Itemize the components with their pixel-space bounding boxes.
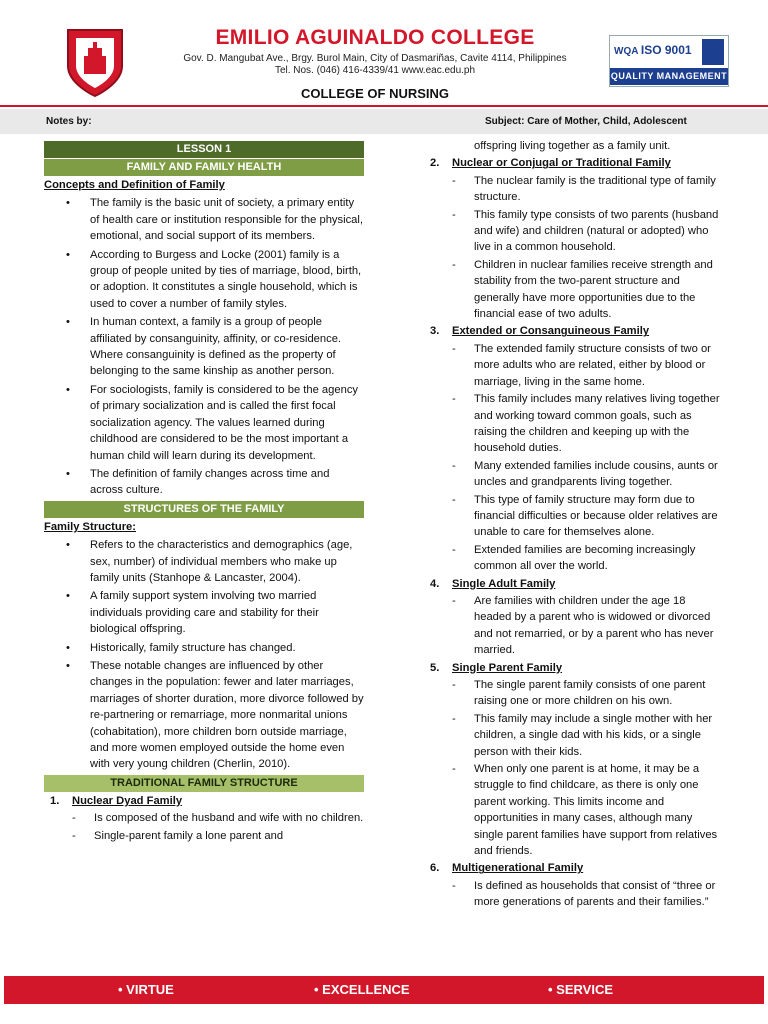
list-item: - Extended families are becoming increasingly common all over the world. — [474, 542, 724, 575]
list-item: • These notable changes are influenced by other changes in the population: fewer and later marriages, marriages of shorter duration, more divorce followed by re-partnering or remarriage, more nonmarital unions (cohabitation), more children born outside marriage, and more women employed outside the home even with very young children (Cherlin, 2010). — [90, 658, 364, 773]
college-seal-icon — [62, 26, 128, 100]
right-column — [424, 138, 724, 912]
section-list — [424, 173, 724, 323]
list-item: - The extended family structure consists of two or more adults who are related, either by blood or marriage, living in the same home. — [474, 341, 724, 390]
college-address-block — [150, 53, 600, 77]
section-number: 6. — [430, 862, 440, 875]
footer-value-excellence: • EXCELLENCE — [314, 982, 410, 997]
section-title: Nuclear Dyad Family — [72, 794, 183, 807]
section-list — [424, 878, 724, 911]
list-item: • The definition of family changes across time and across culture. — [90, 466, 364, 499]
section-title: Multigenerational Family — [452, 862, 584, 875]
lesson-title-bar: FAMILY AND FAMILY HEALTH — [44, 159, 364, 176]
section-heading — [50, 793, 364, 809]
list-item: • For sociologists, family is considered to be the agency of primary socialization and is called the first focal socialization agency. The values learned during childhood are considered to be the most important a human child will learn during its development. — [90, 382, 364, 464]
section-number: 5. — [430, 661, 440, 674]
section-list — [424, 677, 724, 859]
list-item: - Children in nuclear families receive strength and stability from the two-parent structure and generally have more opportunities due to the financial ease of two adults. — [474, 257, 724, 323]
section-number: 4. — [430, 577, 440, 590]
list-item: • In human context, a family is a group of people affiliated by consanguinity, affinity, or co-residence. Where consanguinity is defined as the property of belonging to the same kinship as another person. — [90, 314, 364, 380]
page-header — [0, 0, 768, 110]
dyad-list — [44, 810, 364, 844]
college-name: EMILIO AGUINALDO COLLEGE — [215, 26, 535, 49]
list-item: - This family type consists of two parents (husband and wife) and children (natural or adopted) who live in a common household. — [474, 207, 724, 256]
list-item: - The nuclear family is the traditional type of family structure. — [474, 173, 724, 206]
certification-mark-icon — [702, 39, 724, 65]
iso-label — [614, 43, 692, 57]
college-contact: Tel. Nos. (046) 416-4339/41 www.eac.edu.ph — [274, 65, 476, 76]
section-heading — [430, 660, 724, 676]
header-divider — [0, 105, 768, 107]
iso-quality-label: QUALITY MANAGEMENT — [610, 68, 728, 85]
section-number: 2. — [430, 157, 440, 170]
list-item: - Are families with children under the age 18 headed by a parent who is widowed or divorced and not remarried, or by a parent who has never married. — [474, 593, 724, 659]
list-item: - This type of family structure may form due to financial difficulties or because older relatives are unable to care for themselves alone. — [474, 492, 724, 541]
list-item: • According to Burgess and Locke (2001) family is a group of people united by ties of marriage, blood, birth, or adoption. It constitutes a single household, which is used to cover a number of family styles. — [90, 247, 364, 313]
list-item: - The single parent family consists of one parent raising one or more children on his own. — [474, 677, 724, 710]
structures-bar: STRUCTURES OF THE FAMILY — [44, 501, 364, 518]
traditional-structure-bar: TRADITIONAL FAMILY STRUCTURE — [44, 775, 364, 792]
footer-values-bar — [4, 976, 764, 1004]
list-item: - Is defined as households that consist of “three or more generations of parents and their families.” — [474, 878, 724, 911]
notes-by-label: Notes by: — [46, 116, 92, 127]
list-item: • Refers to the characteristics and demographics (age, sex, number) of individual members who make up family units (Stanhope & Lancaster, 2004). — [90, 537, 364, 586]
department-name: COLLEGE OF NURSING — [300, 86, 450, 101]
concepts-list — [44, 195, 364, 498]
section-heading — [430, 860, 724, 876]
college-address: Gov. D. Mangubat Ave., Brgy. Burol Main, City of Dasmariñas, Cavite 4114, Philippines — [183, 53, 567, 64]
section-heading — [430, 323, 724, 339]
continued-text: offspring living together as a family unit. — [474, 140, 671, 152]
section-number: 1. — [50, 794, 60, 807]
subject-label: Subject: Care of Mother, Child, Adolescent — [485, 116, 687, 127]
section-title: Single Adult Family — [452, 577, 556, 590]
notes-subject-bar — [0, 109, 768, 134]
list-item: • Historically, family structure has changed. — [90, 640, 364, 656]
section-title: Nuclear or Conjugal or Traditional Family — [452, 157, 671, 170]
section-list — [424, 593, 724, 659]
list-item: - This family includes many relatives living together and working toward common goals, such as raising the children and keeping up with the household duties. — [474, 391, 724, 457]
list-item: - This family may include a single mother with her children, a single dad with his kids, or a single person with their kids. — [474, 711, 724, 760]
list-item: - Many extended families include cousins, aunts or uncles and grandparents living together. — [474, 458, 724, 491]
list-item: - Single-parent family a lone parent and — [94, 828, 364, 844]
section-list — [424, 341, 724, 575]
section-title: Single Parent Family — [452, 661, 563, 674]
family-structure-heading: Family Structure: — [44, 520, 137, 533]
iso-9001: ISO 9001 — [640, 43, 692, 57]
list-item: - When only one parent is at home, it may be a struggle to find childcare, as there is only one parent working. This limits income and opportunities in many cases, although many single parent families have support from relatives and friends. — [474, 761, 724, 859]
list-item: • A family support system involving two married individuals providing care and stability for their biological offspring. — [90, 588, 364, 637]
left-column — [44, 141, 364, 845]
concepts-heading: Concepts and Definition of Family — [44, 179, 225, 191]
footer-value-virtue: • VIRTUE — [118, 982, 174, 997]
list-item: • The family is the basic unit of society, a primary entity of health care or institution responsible for the physical, emotional, and social support of its members. — [90, 195, 364, 244]
list-item: - Is composed of the husband and wife with no children. — [94, 810, 364, 826]
section-title: Extended or Consanguineous Family — [452, 325, 650, 338]
section-heading — [430, 155, 724, 171]
structure-list — [44, 537, 364, 773]
section-number: 3. — [430, 325, 440, 338]
footer-value-service: • SERVICE — [548, 982, 613, 997]
iso-wqa: WQA — [614, 46, 639, 57]
iso-certification-badge — [609, 35, 729, 87]
section-heading — [430, 576, 724, 592]
lesson-bar: LESSON 1 — [44, 141, 364, 158]
